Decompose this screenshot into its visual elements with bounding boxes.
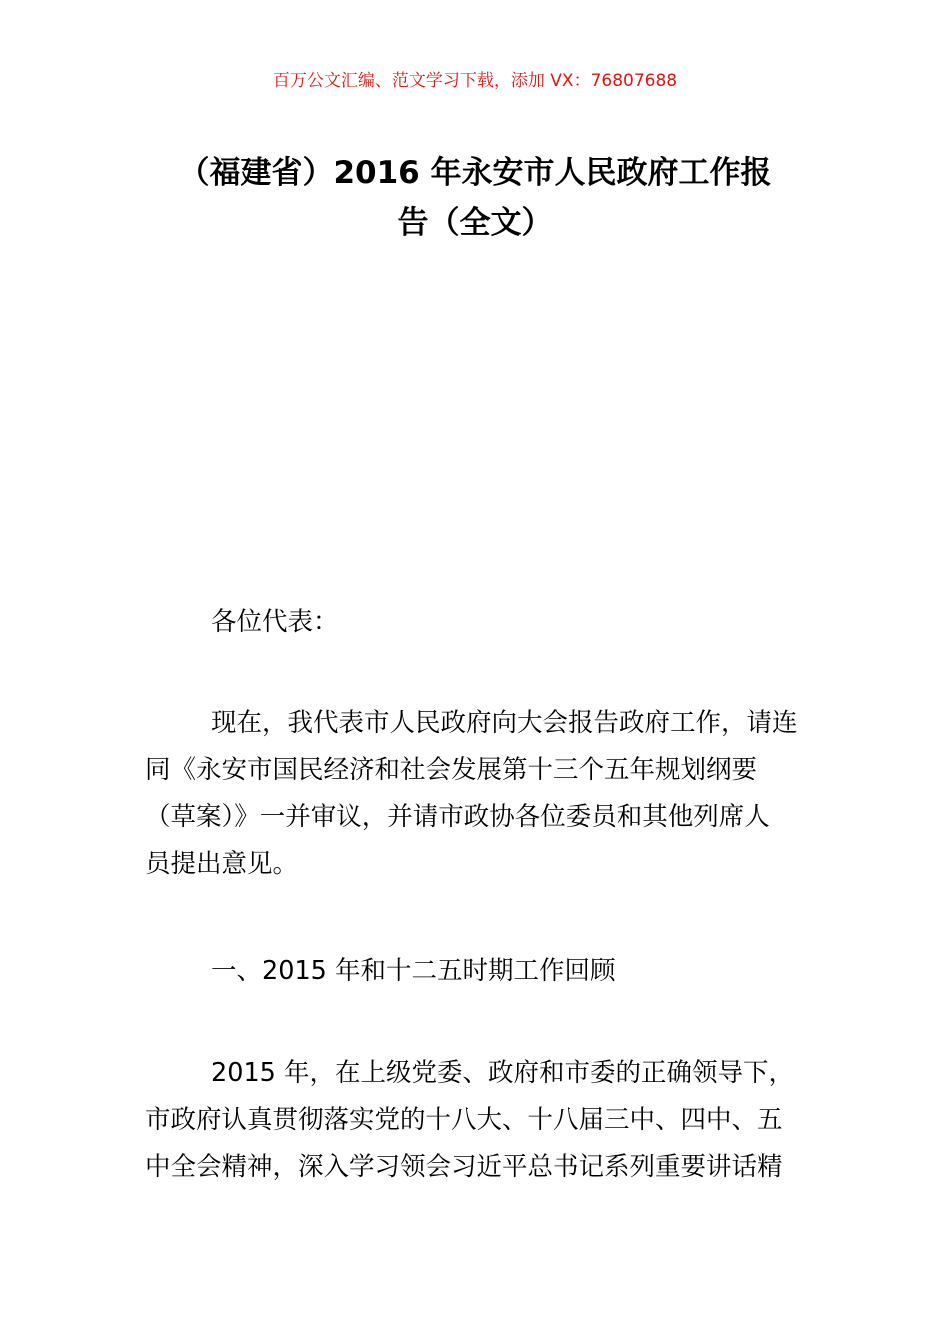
paragraph-line: 现在，我代表市人民政府向大会报告政府工作，请连: [211, 708, 798, 738]
paragraph-line: （草案）》一并审议，并请市政协各位委员和其他列席人: [145, 802, 770, 832]
title-line-2: 告（全文）: [397, 205, 553, 241]
salutation: [145, 599, 809, 646]
intro-paragraph: [145, 700, 809, 888]
body-paragraph: [145, 1050, 809, 1191]
section-heading-text: 一、2015 年和十二五时期工作回顾: [211, 956, 616, 986]
title-line-1: （福建省）2016 年永安市人民政府工作报: [178, 155, 772, 191]
paragraph-line: 员提出意见。: [145, 849, 299, 879]
document-title: [0, 148, 950, 248]
section-heading: [145, 948, 809, 995]
paragraph-line: 中全会精神，深入学习领会习近平总书记系列重要讲话精: [145, 1152, 783, 1182]
paragraph-line: 市政府认真贯彻落实党的十八大、十八届三中、四中、五: [145, 1105, 783, 1135]
paragraph-line: 2015 年，在上级党委、政府和市委的正确领导下，: [211, 1058, 795, 1088]
paragraph-line: 同《永安市国民经济和社会发展第十三个五年规划纲要: [145, 755, 758, 785]
watermark-header-note: 百万公文汇编、范文学习下载，添加 VX：76807688: [272, 71, 678, 91]
salutation-text: 各位代表：: [211, 607, 339, 637]
